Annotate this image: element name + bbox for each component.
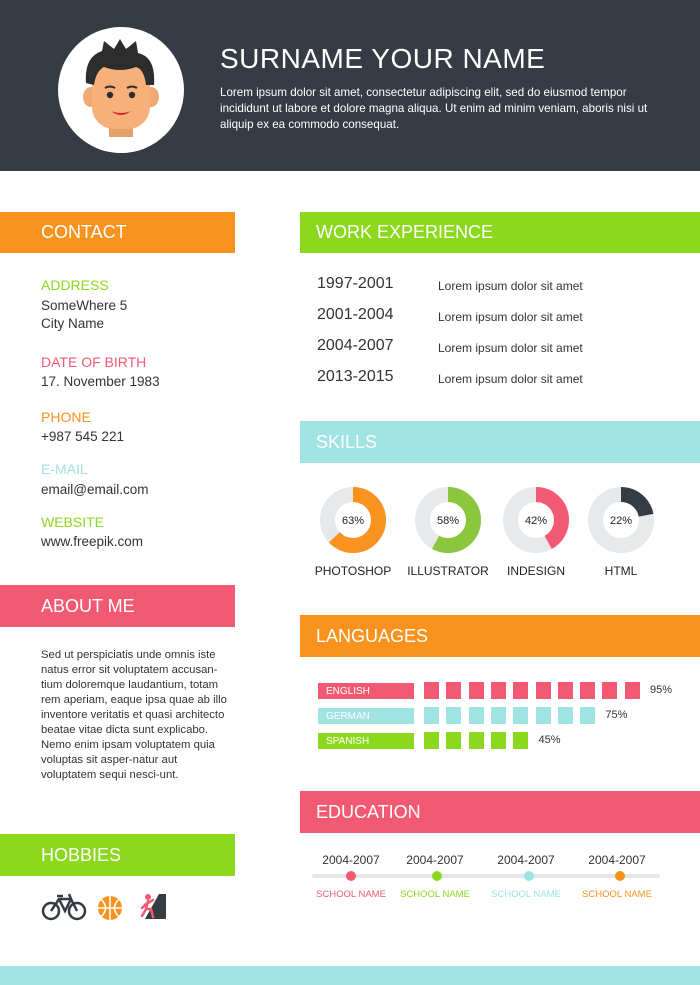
about-text: Sed ut perspiciatis unde omnis iste natus error sit voluptatem accusan-tium doloremque laudantium, totam rem aperiam, eaque ipsa quae ab illo inventore veritatis et quasi architecto beatae vitae dicta sunt explicabo. Nemo enim ipsam voluptatem quia voluptas sit asper-natur aut voluptatem sequi nesci-unt.	[41, 649, 227, 781]
hobbies-title: HOBBIES	[41, 844, 122, 865]
education-section-bar	[300, 791, 700, 833]
dob-value: 17. November 1983	[41, 374, 160, 389]
lang-name: GERMAN	[326, 710, 370, 722]
lang-level-segment	[424, 682, 439, 699]
lang-level-segment	[491, 732, 506, 749]
lang-level-segment	[424, 732, 439, 749]
languages-title: LANGUAGES	[316, 625, 429, 646]
skill-percent-label: 63%	[341, 515, 365, 527]
lang-level-segment	[536, 682, 551, 699]
edu-years: 2004-2007	[588, 853, 646, 867]
work-years: 2004-2007	[317, 337, 394, 354]
edu-dot	[524, 871, 534, 881]
lang-level-segment	[625, 682, 640, 699]
work-desc: Lorem ipsum dolor sit amet	[438, 341, 583, 355]
skills-title: SKILLS	[316, 431, 378, 452]
work-years: 2001-2004	[317, 306, 394, 323]
edu-dot	[615, 871, 625, 881]
lang-level-segment	[491, 707, 506, 724]
lang-level-segment	[446, 682, 461, 699]
lang-name-bar	[318, 733, 414, 749]
lang-level-segment	[446, 707, 461, 724]
education-title: EDUCATION	[316, 801, 421, 822]
work-section-bar	[300, 212, 700, 253]
phone-label: PHONE	[41, 409, 91, 425]
skill-label: PHOTOSHOP	[314, 564, 392, 578]
email-label: E-MAIL	[41, 461, 88, 477]
skill-label: ILLUSTRATOR	[407, 564, 489, 578]
work-title: WORK EXPERIENCE	[316, 222, 494, 242]
lang-percent: 95%	[650, 684, 673, 696]
work-desc: Lorem ipsum dolor sit amet	[438, 372, 583, 386]
edu-school: SCHOOL NAME	[491, 889, 561, 900]
lang-level-segment	[513, 732, 528, 749]
lang-name: SPANISH	[326, 735, 370, 747]
lang-level-segment	[580, 707, 595, 724]
edu-dot	[346, 871, 356, 881]
lang-level-segment	[558, 682, 573, 699]
lang-level-segment	[513, 682, 528, 699]
lang-percent: 75%	[605, 709, 628, 721]
work-desc: Lorem ipsum dolor sit amet	[438, 310, 583, 324]
lang-level-segment	[558, 707, 573, 724]
edu-years: 2004-2007	[497, 853, 555, 867]
lang-level-segment	[469, 682, 484, 699]
website-value[interactable]: www.freepik.com	[41, 534, 144, 549]
skill-percent-label: 22%	[609, 515, 633, 527]
dob-label: DATE OF BIRTH	[41, 354, 147, 370]
lang-level-segment	[491, 682, 506, 699]
address-line1: SomeWhere 5	[41, 298, 128, 313]
lang-percent: 45%	[538, 734, 561, 746]
skill-label: HTML	[604, 564, 638, 578]
languages-section-bar	[300, 615, 700, 657]
skill-label: INDESIGN	[506, 564, 565, 578]
edu-dot	[432, 871, 442, 881]
edu-years: 2004-2007	[406, 853, 464, 867]
lang-level-segment	[469, 707, 484, 724]
edu-school: SCHOOL NAME	[400, 889, 470, 900]
edu-years: 2004-2007	[322, 853, 380, 867]
climbing-icon	[139, 892, 167, 920]
email-value[interactable]: email@email.com	[41, 482, 149, 497]
lang-level-segment	[536, 707, 551, 724]
edu-school: SCHOOL NAME	[316, 889, 386, 900]
lang-name: ENGLISH	[326, 685, 370, 697]
lang-name-bar	[318, 683, 414, 699]
education-timeline	[312, 874, 660, 878]
skills-donut-chart	[300, 480, 700, 560]
intro-text: Lorem ipsum dolor sit amet, consectetur adipiscing elit, sed do eiusmod tempor incididunt ut labore et dolore magna aliqua. Ut enim ad minim veniam, aboris nisi ut aliquip ex ea commodo consequat.	[220, 86, 648, 131]
address-line2: City Name	[41, 316, 105, 331]
avatar	[58, 27, 184, 153]
lang-level-segment	[580, 682, 595, 699]
edu-school: SCHOOL NAME	[582, 889, 652, 900]
lang-level-segments	[424, 680, 673, 755]
lang-name-bar	[318, 708, 414, 724]
basketball-icon	[97, 895, 123, 921]
skill-percent-label: 58%	[436, 515, 460, 527]
lang-level-segment	[446, 732, 461, 749]
lang-level-segment	[602, 682, 617, 699]
lang-level-segment	[513, 707, 528, 724]
bicycle-icon	[41, 893, 87, 921]
contact-title: CONTACT	[41, 222, 127, 242]
phone-value: +987 545 221	[41, 429, 124, 444]
avatar-illustration	[58, 27, 184, 153]
skill-percent-label: 42%	[524, 515, 548, 527]
contact-section-bar	[0, 212, 235, 253]
work-desc: Lorem ipsum dolor sit amet	[438, 279, 583, 293]
hobbies-section-bar	[0, 834, 235, 876]
website-label: WEBSITE	[41, 514, 105, 530]
work-years: 1997-2001	[317, 275, 394, 292]
about-section-bar	[0, 585, 235, 627]
page-title: SURNAME YOUR NAME	[220, 43, 546, 74]
address-label: ADDRESS	[41, 277, 109, 293]
about-title: ABOUT ME	[41, 595, 135, 616]
skills-section-bar	[300, 421, 700, 463]
lang-level-segment	[469, 732, 484, 749]
lang-level-segment	[424, 707, 439, 724]
work-years: 2013-2015	[317, 368, 394, 385]
footer-strip	[0, 966, 700, 985]
languages-chart	[318, 680, 700, 755]
